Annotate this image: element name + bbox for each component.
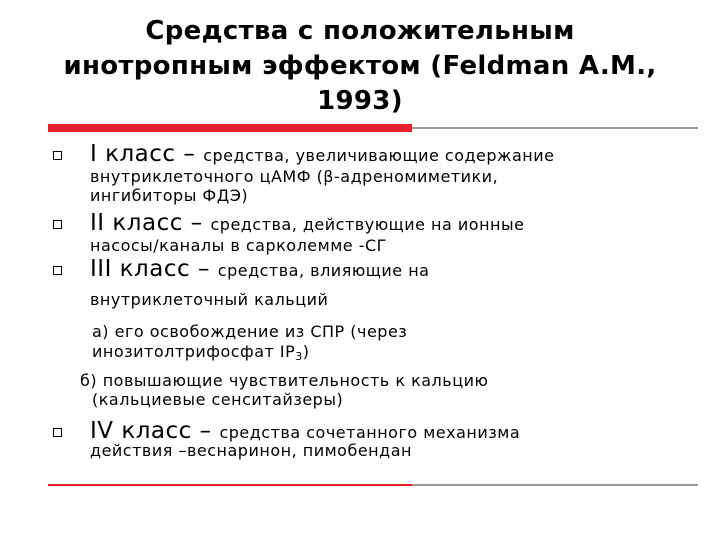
item-3-dash: – [190, 256, 218, 282]
item-4-first-line [90, 418, 521, 444]
item-3-sub-a-line-1: а) его освобождение из СПР (через [92, 322, 408, 341]
title-line-1: Средства с положительным [145, 16, 575, 46]
footer-divider-red [48, 484, 412, 486]
footer-divider-gray [412, 484, 698, 486]
slide-title [30, 14, 690, 119]
item-3-head: III класс [90, 256, 191, 282]
item-2-first-line [90, 210, 525, 236]
bullet-square-icon [53, 428, 62, 437]
item-2-dash: – [182, 210, 211, 236]
item-4-line-2: действия –веснаринон, пимобендан [90, 441, 412, 460]
item-4-text: средства сочетанного механизма [219, 423, 521, 442]
title-line-2: инотропным эффектом (Feldman A.M., [63, 51, 657, 81]
item-1-text: средства, увеличивающие содержание [203, 146, 555, 165]
item-3-sub-a-subscript: 3 [295, 350, 303, 363]
item-3-sub-b-line-1: б) повышающие чувствительность к кальцию [80, 371, 489, 390]
item-3-sub-a-line-2 [92, 342, 310, 367]
item-1-line-2: внутриклеточного цАМФ (β-адреномиметики, [90, 167, 499, 186]
bullet-square-icon [53, 220, 62, 229]
item-3-sub-b-line-2: (кальциевые сенситайзеры) [92, 390, 344, 409]
bullet-square-icon [53, 266, 62, 275]
item-3-line-2: внутриклеточный кальций [90, 290, 329, 309]
item-2-head: II класс [90, 210, 183, 236]
item-3-sub-a-prefix: инозитолтрифосфат IP [92, 342, 296, 361]
item-4-head: IV класс [90, 418, 192, 444]
item-1-line-3: ингибиторы ФДЭ) [90, 186, 249, 205]
item-2-text: средства, действующие на ионные [210, 215, 525, 234]
item-4-dash: – [191, 418, 220, 444]
item-1-first-line [90, 141, 555, 167]
item-1-head: I класс [90, 141, 176, 167]
item-3-first-line [90, 256, 430, 282]
item-3-text: средства, влияющие на [217, 261, 430, 280]
title-divider-gray [412, 127, 698, 129]
title-line-3: 1993) [317, 86, 403, 116]
item-2-line-2: насосы/каналы в сарколемме -СГ [90, 236, 387, 255]
item-3-sub-a-suffix: ) [302, 342, 310, 361]
title-divider-red [48, 124, 412, 132]
bullet-square-icon [53, 151, 62, 160]
item-1-dash: – [175, 141, 204, 167]
